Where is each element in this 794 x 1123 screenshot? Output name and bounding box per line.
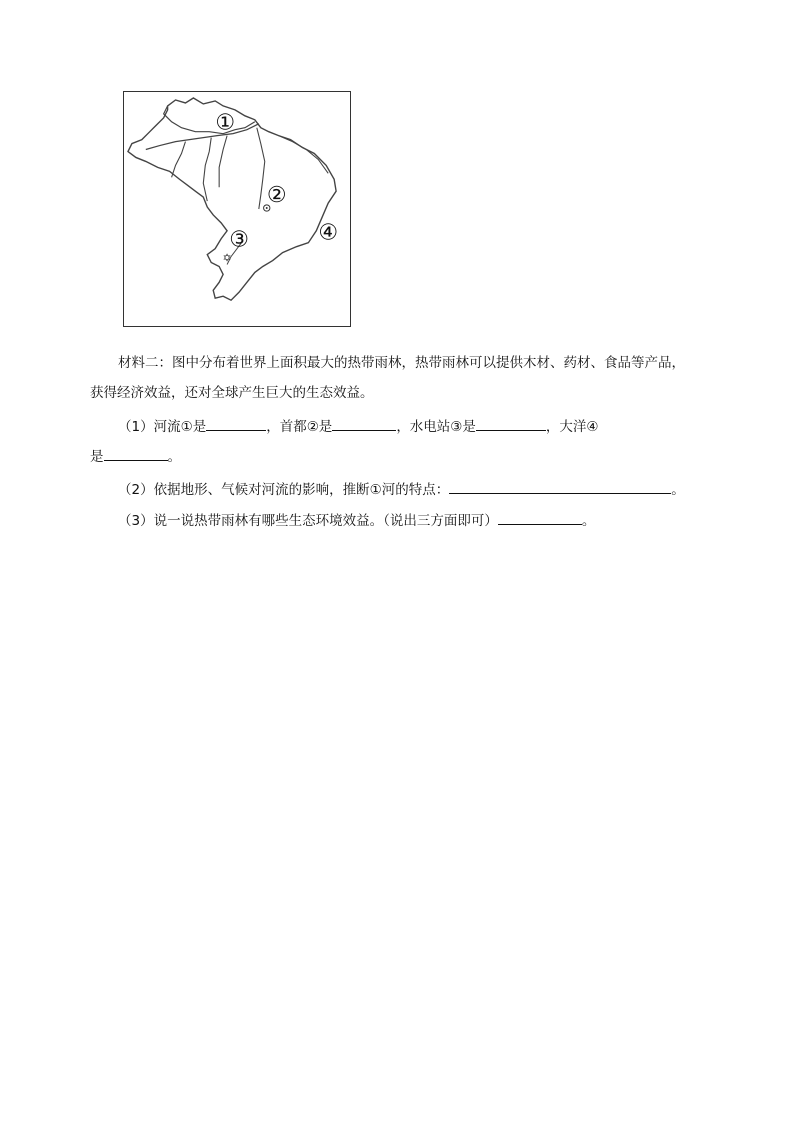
q1-river-blank[interactable] [206, 416, 266, 431]
q1-part-a: （1）河流①是 [118, 419, 207, 435]
question-2 [118, 479, 685, 499]
q1-end: 。 [167, 449, 181, 465]
brazil-map [123, 91, 351, 327]
q3-answer-blank[interactable] [498, 510, 582, 525]
tributary-1 [172, 142, 186, 178]
amazon-river [146, 124, 259, 150]
material-line-1: 材料二：图中分布着世界上面积最大的热带雨林，热带雨林可以提供木材、药材、食品等产品， [118, 355, 685, 371]
question-1 [118, 416, 599, 436]
q1-part-d: ，大洋④ [545, 419, 599, 435]
q2-text: （2）依据地形、气候对河流的影响，推断①河的特点： [118, 482, 450, 498]
q3-end: 。 [581, 513, 596, 529]
brazil-map-drawing [124, 92, 350, 326]
marker-2: ② [266, 183, 287, 209]
tributary-4 [257, 128, 265, 209]
marker-3: ③ [229, 227, 249, 253]
q1-part-e: 是 [90, 449, 104, 465]
q1-part-c: ，水电站③是 [396, 419, 476, 435]
question-1-cont [90, 446, 181, 466]
northern-border [164, 106, 255, 134]
hydropower-symbol: ✡ [222, 251, 232, 265]
east-coast [279, 136, 329, 174]
question-3 [118, 510, 595, 530]
q3-text: （3）说一说热带雨林有哪些生态环境效益。（说出三方面即可） [118, 513, 498, 529]
q2-end: 。 [671, 482, 685, 498]
marker-1: ① [215, 110, 235, 136]
tributary-3 [219, 136, 227, 188]
tributary-2 [203, 138, 211, 201]
q1-ocean-blank[interactable] [104, 446, 168, 461]
material-line-2: 获得经济效益，还对全球产生巨大的生态效益。 [90, 385, 374, 401]
q1-hydropower-blank[interactable] [476, 416, 546, 431]
marker-4: ④ [318, 220, 338, 246]
q2-answer-blank[interactable] [449, 479, 671, 494]
q1-capital-blank[interactable] [332, 416, 396, 431]
q1-part-b: ，首都②是 [266, 419, 333, 435]
